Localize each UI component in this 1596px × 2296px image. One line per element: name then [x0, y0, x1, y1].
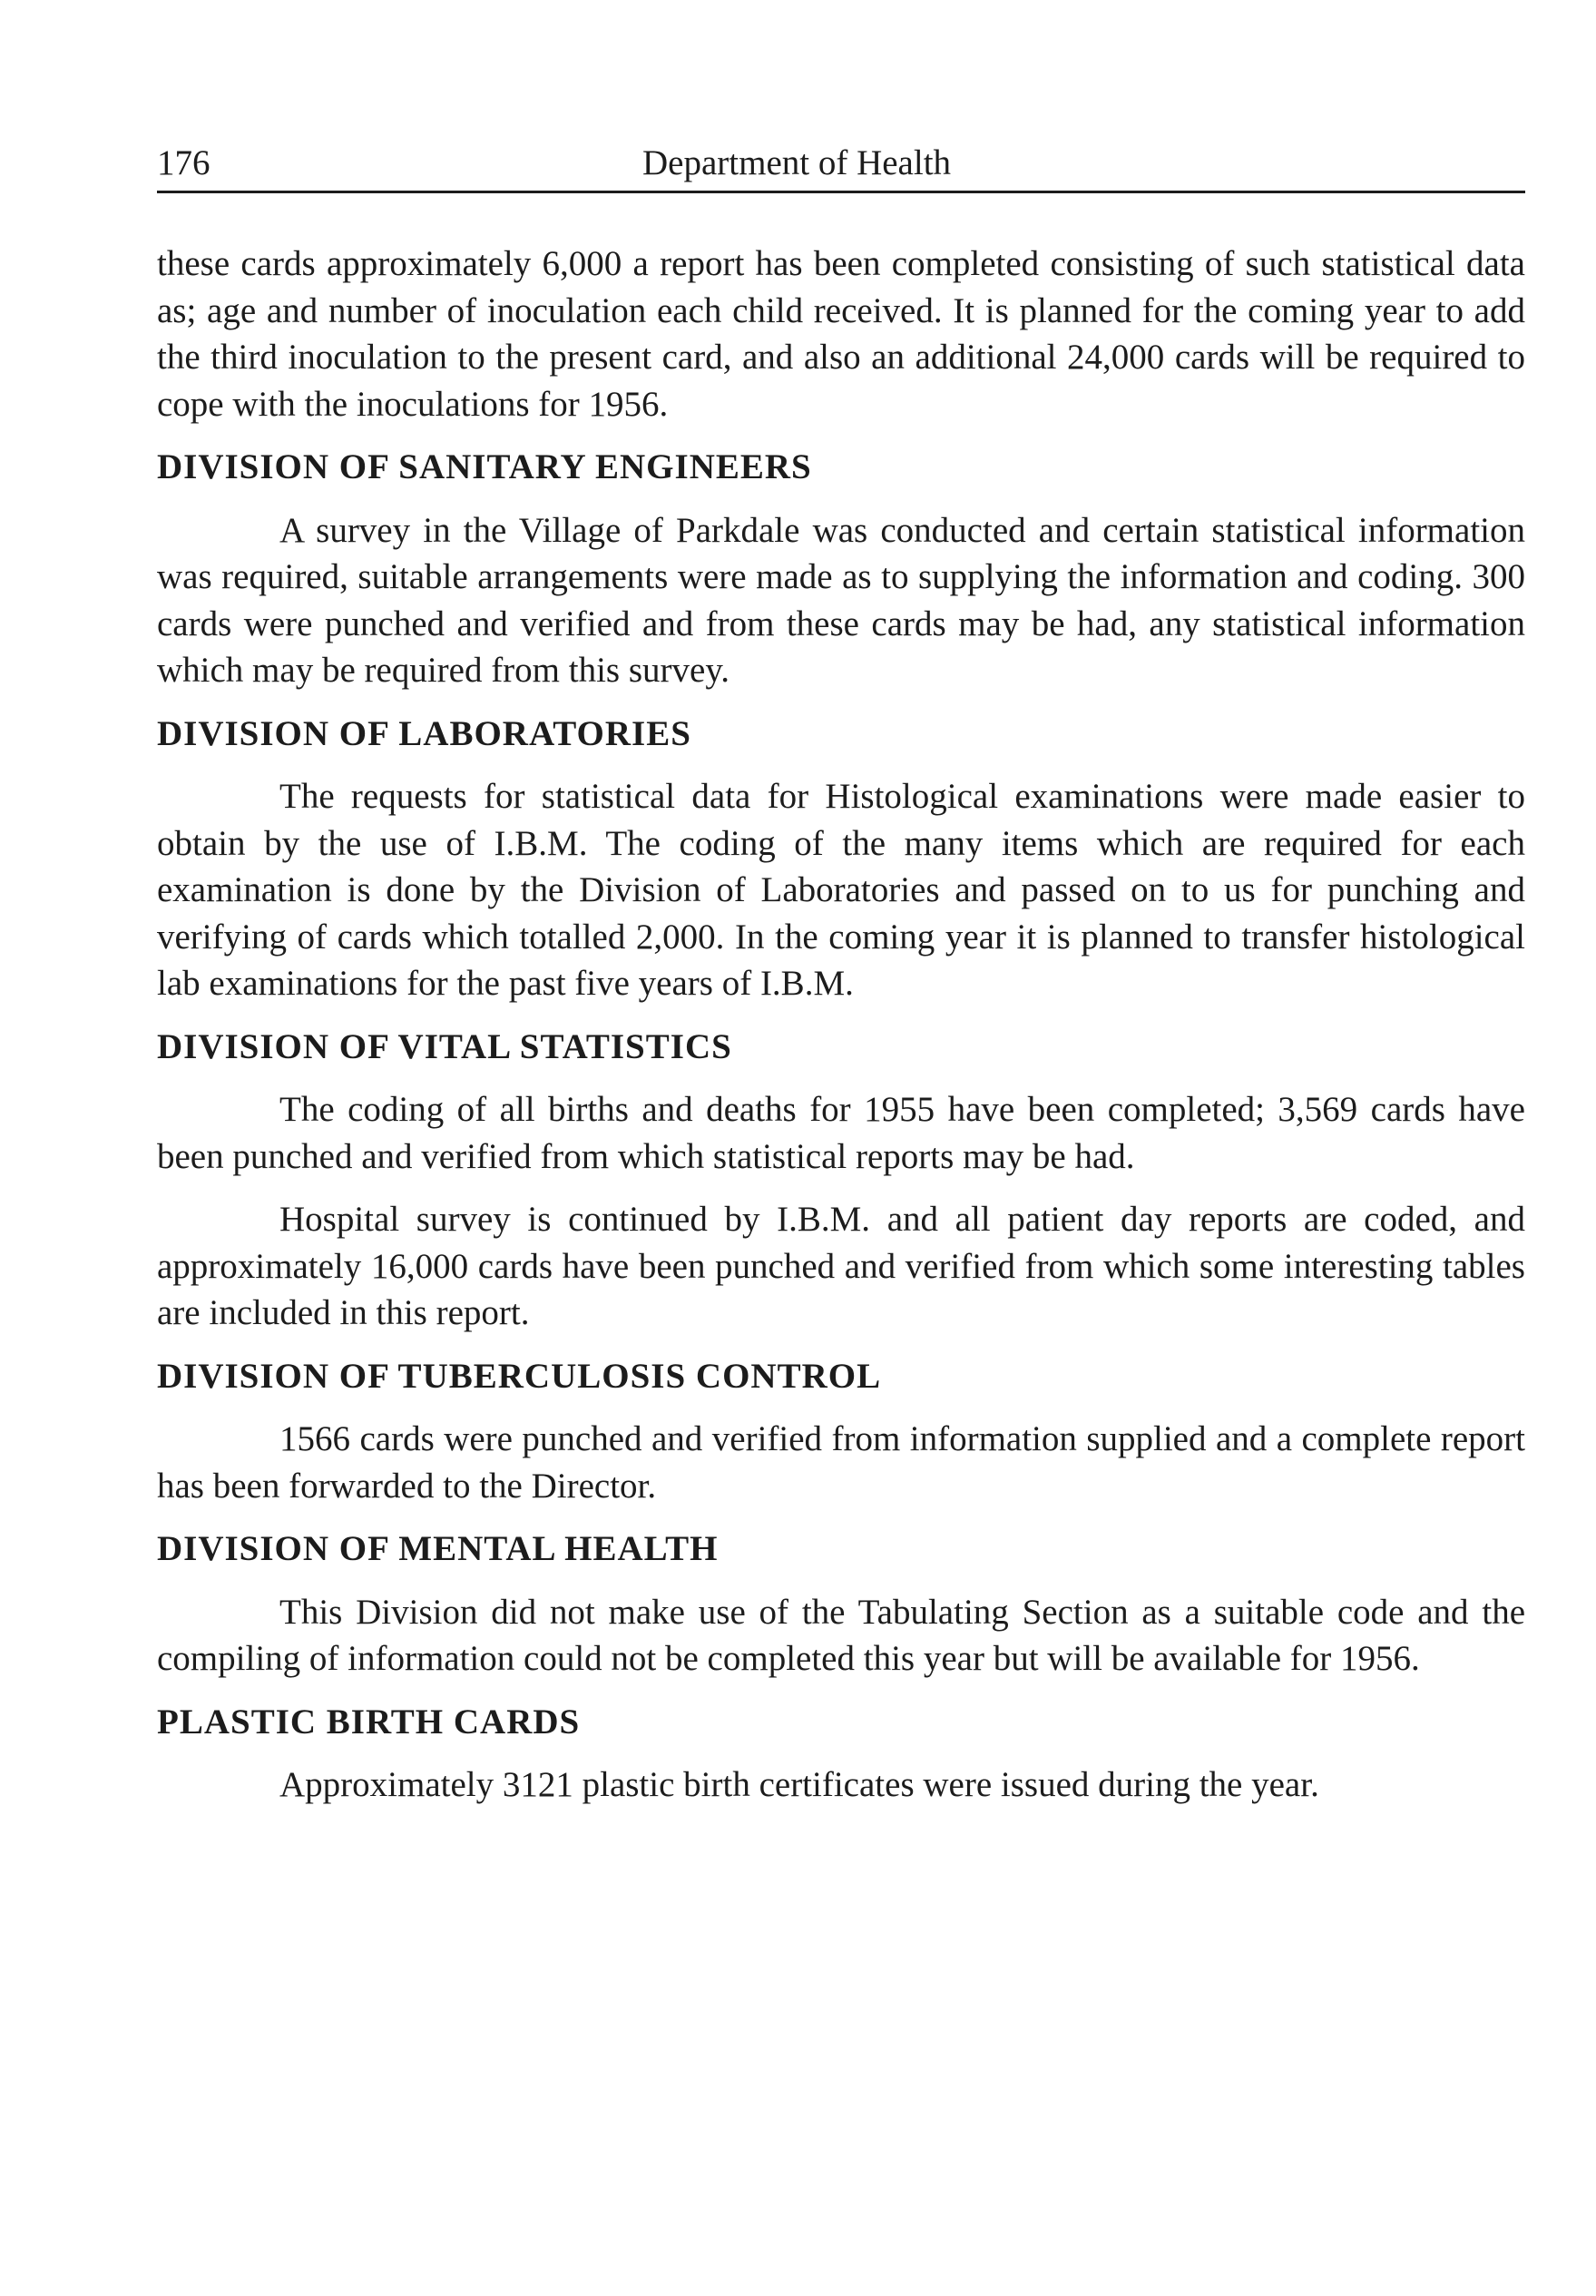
section-paragraph-tuberculosis-control: 1566 cards were punched and verified from information supplied and a complete report has been forwarded to the Director. — [157, 1419, 1525, 1506]
page-number: 176 — [157, 143, 211, 182]
intro-paragraph: these cards approximately 6,000 a report has been completed consisting of such statistical data as; age and number of inoculation each child received. It is planned for the coming year to add the third inoculation to the present card, and also an additional 24,000 cards will be required to cope with the inoculations for 1956. — [157, 244, 1525, 424]
section-heading-vital-statistics: DIVISION OF VITAL STATISTICS — [157, 1026, 732, 1066]
section-paragraph-plastic-birth-cards: Approximately 3121 plastic birth certificates were issued during the year. — [279, 1765, 1319, 1804]
section-heading-laboratories: DIVISION OF LABORATORIES — [157, 713, 691, 753]
document-page — [157, 136, 1525, 1809]
section-paragraph-laboratories: The requests for statistical data for Histological examinations were made easier to obtain by the use of I.B.M. The coding of the many items which are required for each examination is done by the Division of Laboratories and passed on to us for punching and verifying of cards which totalled 2,000. In the coming year it is planned to transfer histological lab examinations for the past five years of I.B.M. — [157, 777, 1525, 1003]
section-heading-tuberculosis-control: DIVISION OF TUBERCULOSIS CONTROL — [157, 1356, 882, 1396]
running-head: Department of Health — [642, 143, 952, 182]
section-paragraph-vital-statistics-coding: The coding of all births and deaths for 1955 have been completed; 3,569 cards have been punched and verified from which statistical reports may be had. — [157, 1090, 1525, 1176]
section-paragraph-sanitary-engineers: A survey in the Village of Parkdale was conducted and certain statistical information was required, suitable arrangements were made as to supplying the information and coding. 300 cards were punched and verified and from these cards may be had, any statistical information which may be required from this survey. — [157, 510, 1525, 690]
section-heading-sanitary-engineers: DIVISION OF SANITARY ENGINEERS — [157, 447, 812, 486]
section-paragraph-mental-health: This Division did not make use of the Tabulating Section as a suitable code and the compiling of information could not be completed this year but will be available for 1956. — [157, 1592, 1525, 1678]
section-paragraph-vital-statistics-hospital: Hospital survey is continued by I.B.M. and all patient day reports are coded, and approximately 16,000 cards have been punched and verified from which some interesting tables are included in this report. — [157, 1200, 1525, 1332]
section-heading-plastic-birth-cards: PLASTIC BIRTH CARDS — [157, 1702, 581, 1742]
page-header — [157, 136, 1525, 193]
page-body — [157, 240, 1525, 1809]
section-heading-mental-health: DIVISION OF MENTAL HEALTH — [157, 1529, 719, 1568]
